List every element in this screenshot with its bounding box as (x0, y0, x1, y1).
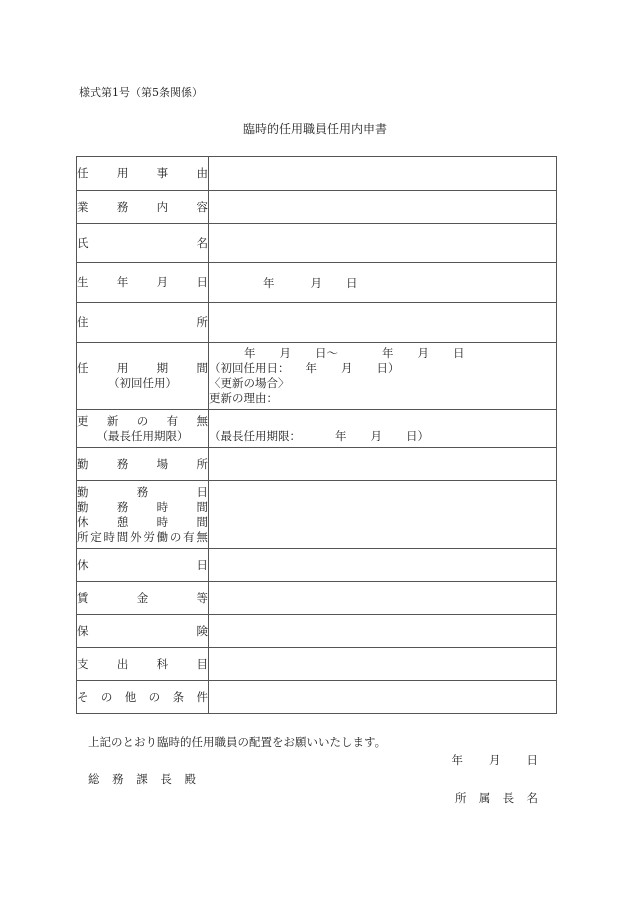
submission-date (452, 752, 539, 768)
row-holidays (77, 549, 557, 582)
renewal-case: 〈更新の場合〉 (209, 376, 290, 390)
label-birth (77, 263, 209, 303)
label-period (77, 343, 209, 410)
field-workplace[interactable] (209, 448, 557, 481)
application-form-table (76, 156, 557, 714)
label-holidays (77, 549, 209, 582)
row-insurance (77, 615, 557, 648)
spaced-label: 業 務 内 容 (77, 199, 208, 214)
label-hours (77, 481, 209, 549)
period-range: 年 月 日～ 年 月 日 (244, 346, 465, 360)
addressee: 総 務 課 長 殿 (88, 772, 196, 786)
label-name (77, 224, 209, 263)
spaced-label: 任 用 期 間 (77, 361, 208, 375)
field-wages[interactable] (209, 582, 557, 615)
label-address (77, 303, 209, 343)
spaced-label: 氏 名 (77, 235, 208, 250)
label-other (77, 681, 209, 714)
field-renewal[interactable]: （最長任用期限： 年 月 日） (209, 410, 557, 448)
spaced-label: 任 用 事 由 (77, 166, 208, 180)
row-duties (77, 191, 557, 224)
sublabel-initial: （初回任用） (108, 376, 177, 390)
spaced-label: 休 憩 時 間 (77, 514, 208, 529)
label-insurance (77, 615, 209, 648)
row-expense (77, 648, 557, 681)
spaced-label: 勤 務 時 間 (77, 499, 208, 514)
row-workplace (77, 448, 557, 481)
label-duties (77, 191, 209, 224)
birth-year: 年 (263, 275, 275, 290)
row-birth (77, 263, 557, 303)
field-reason[interactable] (209, 157, 557, 191)
label-wages (77, 582, 209, 615)
spaced-label: 賃 金 等 (77, 590, 208, 605)
row-other (77, 681, 557, 714)
row-renewal (77, 410, 557, 448)
field-insurance[interactable] (209, 615, 557, 648)
field-name[interactable] (209, 224, 557, 263)
field-period[interactable] (209, 343, 557, 410)
date-day: 日 (526, 753, 538, 767)
label-reason (77, 157, 209, 191)
row-period (77, 343, 557, 410)
renewal-reason: 更新の理由： (209, 391, 278, 405)
initial-appointment-date: （初回任用日： 年 月 日） (209, 361, 400, 375)
field-hours[interactable] (209, 481, 557, 549)
label-expense (77, 648, 209, 681)
row-address (77, 303, 557, 343)
spaced-label: 所 定 時 間 外 労 働 の 有 無 (77, 529, 208, 544)
row-name (77, 224, 557, 263)
field-birth[interactable] (209, 263, 557, 303)
spaced-label: そ の 他 の 条 件 (77, 689, 208, 704)
row-reason (77, 157, 557, 191)
date-year: 年 (451, 753, 463, 767)
row-wages (77, 582, 557, 615)
field-address[interactable] (209, 303, 557, 343)
field-duties[interactable] (209, 191, 557, 224)
spaced-label: 勤 務 場 所 (77, 456, 208, 471)
birth-month: 月 (310, 275, 322, 290)
spaced-label: 休 日 (77, 557, 208, 572)
label-renewal (77, 410, 209, 448)
date-month: 月 (489, 753, 501, 767)
document-title: 臨時的任用職員任用内申書 (242, 122, 387, 136)
form-number: 様式第1号（第5条関係） (79, 86, 203, 99)
field-other[interactable] (209, 681, 557, 714)
birth-day: 日 (346, 275, 358, 290)
closing-statement: 上記のとおり臨時的任用職員の配置をお願いいたします。 (88, 735, 387, 749)
label-workplace (77, 448, 209, 481)
spaced-label: 更 新 の 有 無 (77, 413, 208, 428)
sender-name: 所 属 長 名 (455, 791, 538, 805)
field-holidays[interactable] (209, 549, 557, 582)
spaced-label: 住 所 (77, 315, 208, 329)
sublabel-limit: （最長任用期限） (96, 428, 189, 443)
row-hours (77, 481, 557, 549)
spaced-label: 支 出 科 目 (77, 656, 208, 671)
spaced-label: 勤 務 日 (77, 484, 208, 499)
spaced-label: 生 年 月 日 (77, 275, 208, 289)
field-expense[interactable] (209, 648, 557, 681)
spaced-label: 保 険 (77, 623, 208, 638)
